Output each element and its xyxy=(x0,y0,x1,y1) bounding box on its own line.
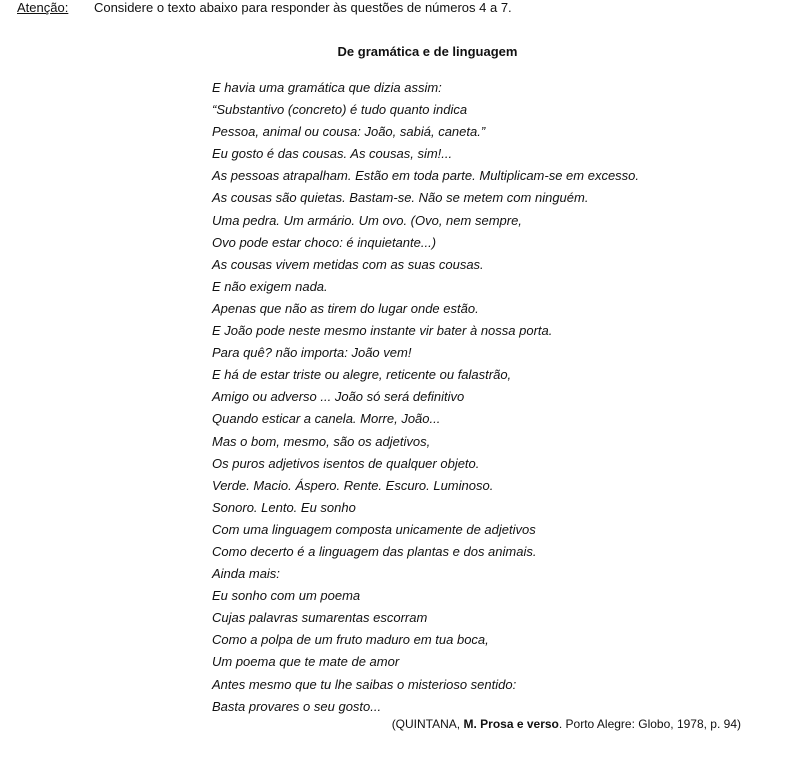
poem-line: Os puros adjetivos isentos de qualquer objeto. xyxy=(212,455,480,471)
poem-line: Mas o bom, mesmo, são os adjetivos, xyxy=(212,433,431,449)
notice-text: Considere o texto abaixo para responder às questões de números 4 a 7. xyxy=(93,0,512,15)
poem-line: Para quê? não importa: João vem! xyxy=(212,345,412,361)
poem-line: Apenas que não as tirem do lugar onde estão. xyxy=(212,300,479,316)
poem-line: Uma pedra. Um armário. Um ovo. (Ovo, nem sempre, xyxy=(212,212,522,228)
citation-book: Prosa e verso xyxy=(480,717,559,731)
poem-line: E João pode neste mesmo instante vir bater à nossa porta. xyxy=(212,323,553,339)
poem-line: Quando esticar a canela. Morre, João... xyxy=(212,411,441,427)
poem-line: As cousas são quietas. Bastam-se. Não se metem com ninguém. xyxy=(212,190,589,206)
poem-line: Um poema que te mate de amor xyxy=(212,654,400,670)
poem-line: Pessoa, animal ou cousa: João, sabiá, caneta.” xyxy=(212,124,486,140)
poem-line: Ainda mais: xyxy=(212,566,280,582)
poem-line: Cujas palavras sumarentas escorram xyxy=(212,610,428,626)
poem-line: “Substantivo (concreto) é tudo quanto indica xyxy=(212,102,468,118)
poem-line: E não exigem nada. xyxy=(212,278,328,294)
citation xyxy=(392,716,741,732)
poem-line: Sonoro. Lento. Eu sonho xyxy=(212,499,356,515)
poem-line: E havia uma gramática que dizia assim: xyxy=(212,80,442,95)
poem-line: Amigo ou adverso ... João só será definitivo xyxy=(212,389,465,405)
citation-author: M. xyxy=(463,717,477,731)
citation-open: (QUINTANA, xyxy=(391,717,464,731)
poem-line: Como a polpa de um fruto maduro em tua boca, xyxy=(212,632,489,648)
poem-line: As pessoas atrapalham. Estão em toda parte. Multiplicam-se em excesso. xyxy=(212,168,640,184)
poem-line: E há de estar triste ou alegre, reticente ou falastrão, xyxy=(212,367,512,383)
poem xyxy=(212,77,639,718)
notice-label: Atenção: xyxy=(17,0,69,15)
poem-line: Eu sonho com um poema xyxy=(212,588,361,604)
poem-line: Basta provares o seu gosto... xyxy=(212,698,382,714)
citation-rest: . Porto Alegre: Globo, 1978, p. 94) xyxy=(558,717,741,731)
poem-title: De gramática e de linguagem xyxy=(337,44,518,59)
poem-line: Verde. Macio. Áspero. Rente. Escuro. Luminoso. xyxy=(212,477,494,493)
poem-line: Ovo pode estar choco: é inquietante...) xyxy=(212,234,437,250)
notice xyxy=(17,0,512,16)
poem-line: Antes mesmo que tu lhe saibas o misterioso sentido: xyxy=(212,676,517,692)
poem-line: Eu gosto é das cousas. As cousas, sim!... xyxy=(212,146,453,162)
poem-line: Como decerto é a linguagem das plantas e dos animais. xyxy=(212,543,537,559)
poem-line: As cousas vivem metidas com as suas cousas. xyxy=(212,256,484,272)
poem-line: Com uma linguagem composta unicamente de adjetivos xyxy=(212,521,536,537)
